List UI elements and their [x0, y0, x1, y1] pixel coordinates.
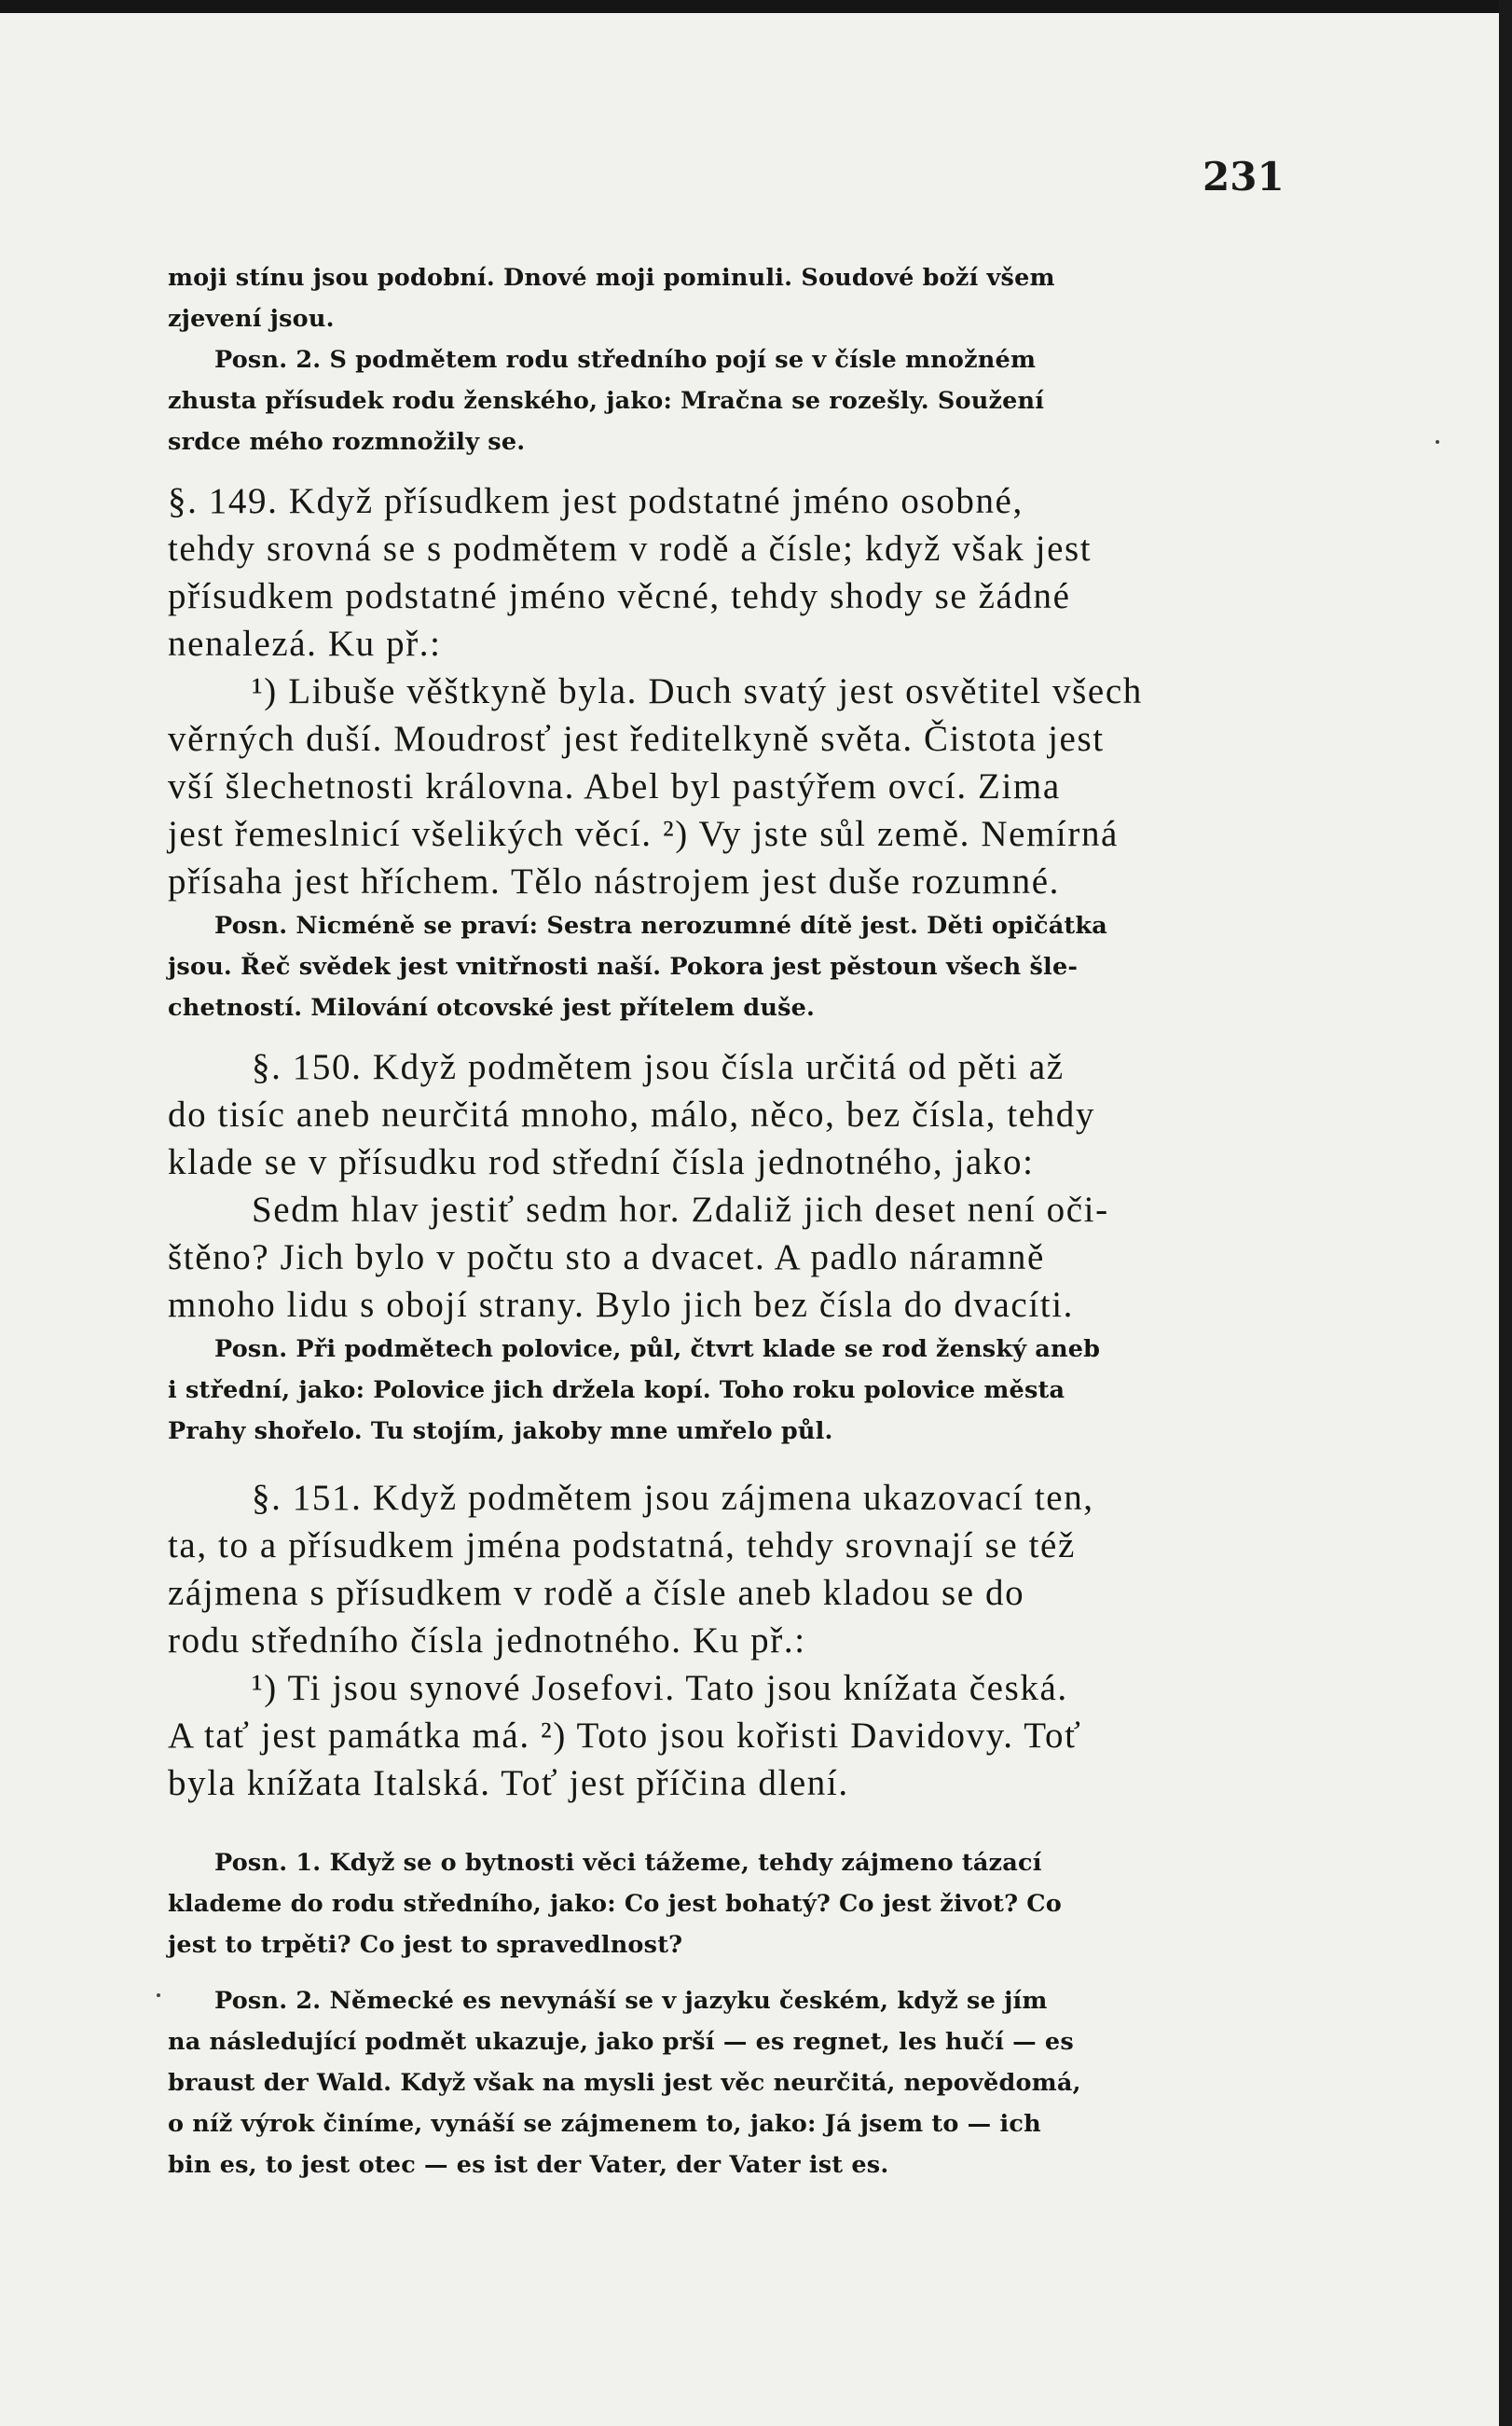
page-body — [168, 257, 1268, 2185]
note-line: klademe do rodu středního, jako: Co jest bohatý? Co jest život? Co — [168, 1890, 1062, 1918]
block-gap — [168, 1452, 1268, 1474]
paragraph-block — [168, 1043, 1268, 1329]
note-line: zhusta přísudek rodu ženského, jako: Mračna se rozešly. Soužení — [168, 387, 1045, 415]
text-line: tehdy srovná se s podmětem v rodě a čísle; když však jest — [168, 529, 1093, 569]
scan-border-top — [0, 0, 1512, 13]
note-line: bin es, to jest otec — es ist der Vater, der Vater ist es. — [168, 2151, 889, 2179]
note-line: Posn. 2. S podmětem rodu středního pojí se v čísle množném — [214, 346, 1037, 374]
text-line: byla knížata Italská. Toť jest příčina dlení. — [168, 1763, 849, 1803]
note-block — [168, 1980, 1268, 2185]
text-line: §. 150. Když podmětem jsou čísla určitá od pěti až — [252, 1047, 1065, 1087]
note-line: jsou. Řeč svědek jest vnitřnosti naší. Pokora jest pěstoun všech šle- — [168, 953, 1079, 981]
block-gap — [168, 1807, 1268, 1842]
note-block — [168, 257, 1268, 462]
note-line: Posn. 1. Když se o bytnosti věci tážeme, tehdy zájmeno tázací — [214, 1849, 1042, 1877]
note-line: Posn. Při podmětech polovice, půl, čtvrt klade se rod ženský aneb — [214, 1335, 1101, 1363]
text-line: ¹) Ti jsou synové Josefovi. Tato jsou knížata česká. — [252, 1668, 1068, 1708]
text-line: věrných duší. Moudrosť jest ředitelkyně světa. Čistota jest — [168, 719, 1105, 759]
page-number: 231 — [1203, 154, 1285, 200]
scan-speck — [1436, 440, 1439, 444]
text-line: vší šlechetnosti královna. Abel byl pastýřem ovcí. Zima — [168, 766, 1061, 806]
paragraph-block — [168, 477, 1268, 905]
note-line: braust der Wald. Když však na mysli jest věc neurčitá, nepovědomá, — [168, 2069, 1081, 2097]
text-line: štěno? Jich bylo v počtu sto a dvacet. A padlo náramně — [168, 1237, 1045, 1277]
block-gap — [168, 1965, 1268, 1980]
note-line: i střední, jako: Polovice jich držela kopí. Toho roku polovice města — [168, 1376, 1065, 1404]
text-line: rodu středního čísla jednotného. Ku př.: — [168, 1620, 806, 1661]
note-line: o níž výrok činíme, vynáší se zájmenem to, jako: Já jsem to — ich — [168, 2110, 1041, 2138]
note-line: Prahy shořelo. Tu stojím, jakoby mne umřelo půl. — [168, 1417, 833, 1445]
text-line: jest řemeslnicí všelikých věcí. ²) Vy jste sůl země. Nemírná — [168, 814, 1119, 854]
scan-border-right — [1499, 0, 1512, 2426]
note-line: moji stínu jsou podobní. Dnové moji pominuli. Soudové boží všem — [168, 264, 1055, 292]
note-block — [168, 905, 1268, 1028]
note-line: Posn. Nicméně se praví: Sestra nerozumné dítě jest. Děti opičátka — [214, 912, 1107, 940]
text-line: A tať jest památka má. ²) Toto jsou kořisti Davidovy. Toť — [168, 1716, 1082, 1756]
note-line: Posn. 2. Německé es nevynáší se v jazyku českém, když se jím — [214, 1987, 1048, 2015]
note-block — [168, 1329, 1268, 1452]
note-line: srdce mého rozmnožily se. — [168, 428, 526, 456]
paragraph-block — [168, 1474, 1268, 1807]
text-line: §. 151. Když podmětem jsou zájmena ukazovací ten, — [252, 1478, 1094, 1518]
text-line: zájmena s přísudkem v rodě a čísle aneb kladou se do — [168, 1573, 1025, 1613]
text-line: §. 149. Když přísudkem jest podstatné jméno osobné, — [168, 481, 1024, 521]
text-line: do tisíc aneb neurčitá mnoho, málo, něco, bez čísla, tehdy — [168, 1095, 1095, 1135]
text-line: ta, to a přísudkem jména podstatná, tehdy srovnají se též — [168, 1525, 1076, 1565]
note-line: chetností. Milování otcovské jest přítelem duše. — [168, 994, 816, 1022]
text-line: ¹) Libuše věštkyně byla. Duch svatý jest osvětitel všech — [252, 671, 1143, 711]
block-gap — [168, 462, 1268, 477]
note-line: zjevení jsou. — [168, 305, 335, 333]
text-line: nenalezá. Ku př.: — [168, 624, 442, 664]
text-line: přísudkem podstatné jméno věcné, tehdy shody se žádné — [168, 576, 1071, 616]
text-line: mnoho lidu s obojí strany. Bylo jich bez čísla do dvacíti. — [168, 1285, 1074, 1325]
text-line: Sedm hlav jestiť sedm hor. Zdaliž jich deset není oči- — [252, 1190, 1109, 1230]
note-line: jest to trpěti? Co jest to spravedlnost? — [168, 1931, 683, 1959]
text-line: klade se v přísudku rod střední čísla jednotného, jako: — [168, 1142, 1035, 1182]
note-line: na následující podmět ukazuje, jako prší — es regnet, les hučí — es — [168, 2028, 1074, 2056]
note-block — [168, 1842, 1268, 1965]
block-gap — [168, 1028, 1268, 1043]
scan-speck — [157, 1993, 160, 1997]
text-line: přísaha jest hříchem. Tělo nástrojem jest duše rozumné. — [168, 862, 1060, 902]
